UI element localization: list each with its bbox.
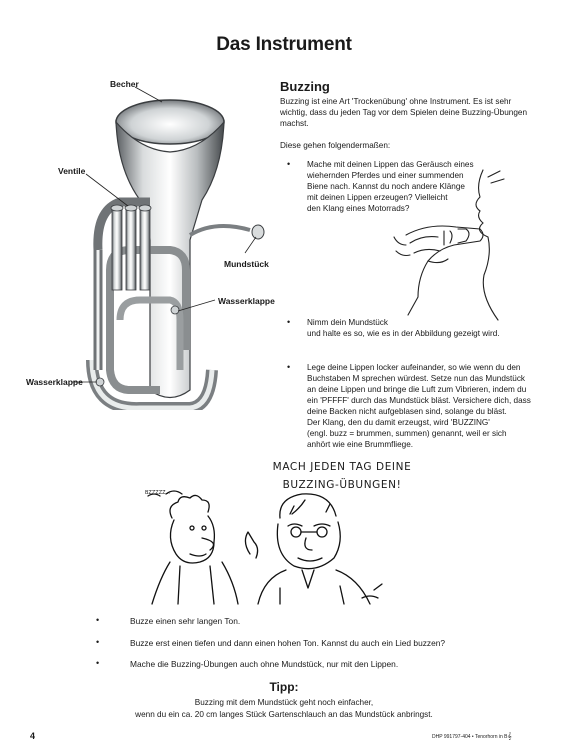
label-ventile: Ventile: [58, 166, 86, 176]
bullet-icon: •: [287, 317, 291, 327]
buzzing-intro: Buzzing ist eine Art 'Trockenübung' ohne Instrument. Es ist sehr wichtig, dass du jeden Tag vor dem Spielen deine Buzzing-Übungen machst.: [280, 97, 527, 128]
speech-bubble: [252, 458, 432, 494]
bullet-icon: •: [287, 362, 291, 372]
page-number: 4: [30, 731, 36, 741]
footer-code: [432, 733, 512, 741]
exercise-3: Mache die Buzzing-Übungen auch ohne Mundstück, nur mit den Lippen.: [130, 659, 399, 669]
step-3: Lege deine Lippen locker aufeinander, so wie wenn du den Buchstaben M sprechen würdest. Setze nun das Mundstück an deine Lippen und bringe die Luft zum Vibrieren, indem du ein 'PFFFF' durch das Mundstück bläst. Versichere dich, dass deine Backen nicht aufgeblasen sind, solange du bläst. Der Klang, den du damit erzeugst, wird 'BUZZING' (engl. buzz = brummen, summen) genannt, weil er sich anhört wie eine Brummfliege.: [307, 363, 531, 449]
euphonium-illustration: [0, 70, 280, 410]
speech-line-1: MACH JEDEN TAG DEINE: [272, 461, 412, 473]
label-becher: Becher: [110, 79, 139, 89]
footer-text: DHP 991797-404 • Tenorhorn in B: [432, 734, 508, 740]
step-2: Nimm dein Mundstück und halte es so, wie es in der Abbildung gezeigt wird.: [307, 318, 500, 338]
treble-clef-icon: 𝄞: [507, 733, 512, 740]
mouthpiece-hand-drawing: [388, 165, 528, 325]
bullet-icon: •: [96, 637, 100, 647]
label-wasserklappe-right: Wasserklappe: [218, 296, 275, 306]
label-mundstueck: Mundstück: [224, 259, 269, 269]
section-title-buzzing: Buzzing: [280, 79, 330, 94]
bullet-icon: •: [96, 615, 100, 625]
exercise-1: Buzze einen sehr langen Ton.: [130, 616, 241, 626]
buzzing-procedure: Diese gehen folgendermaßen:: [280, 141, 391, 150]
bullet-icon: •: [287, 159, 291, 169]
tipp-line-2: wenn du ein ca. 20 cm langes Stück Gartenschlauch an das Mundstück anbringst.: [135, 710, 433, 719]
tipp-line-1: Buzzing mit dem Mundstück geht noch einfacher,: [194, 698, 374, 707]
speech-line-2: BUZZING-ÜBUNGEN!: [282, 479, 402, 491]
buzz-text: BZZZZZ...: [145, 490, 171, 496]
page-title: Das Instrument: [216, 34, 352, 55]
step-1: Mache mit deinen Lippen das Geräusch eines wiehernden Pferdes und einer summenden Biene nach. Kannst du noch andere Klänge mit deinen Lippen erzeugen? Vielleicht den Klang eines Motorrads?: [307, 160, 474, 213]
exercise-2: Buzze erst einen tiefen und dann einen hohen Ton. Kannst du auch ein Lied buzzen?: [130, 638, 446, 648]
label-wasserklappe-left: Wasserklappe: [26, 377, 83, 387]
bullet-icon: •: [96, 658, 100, 668]
tipp-title: Tipp:: [269, 680, 299, 694]
